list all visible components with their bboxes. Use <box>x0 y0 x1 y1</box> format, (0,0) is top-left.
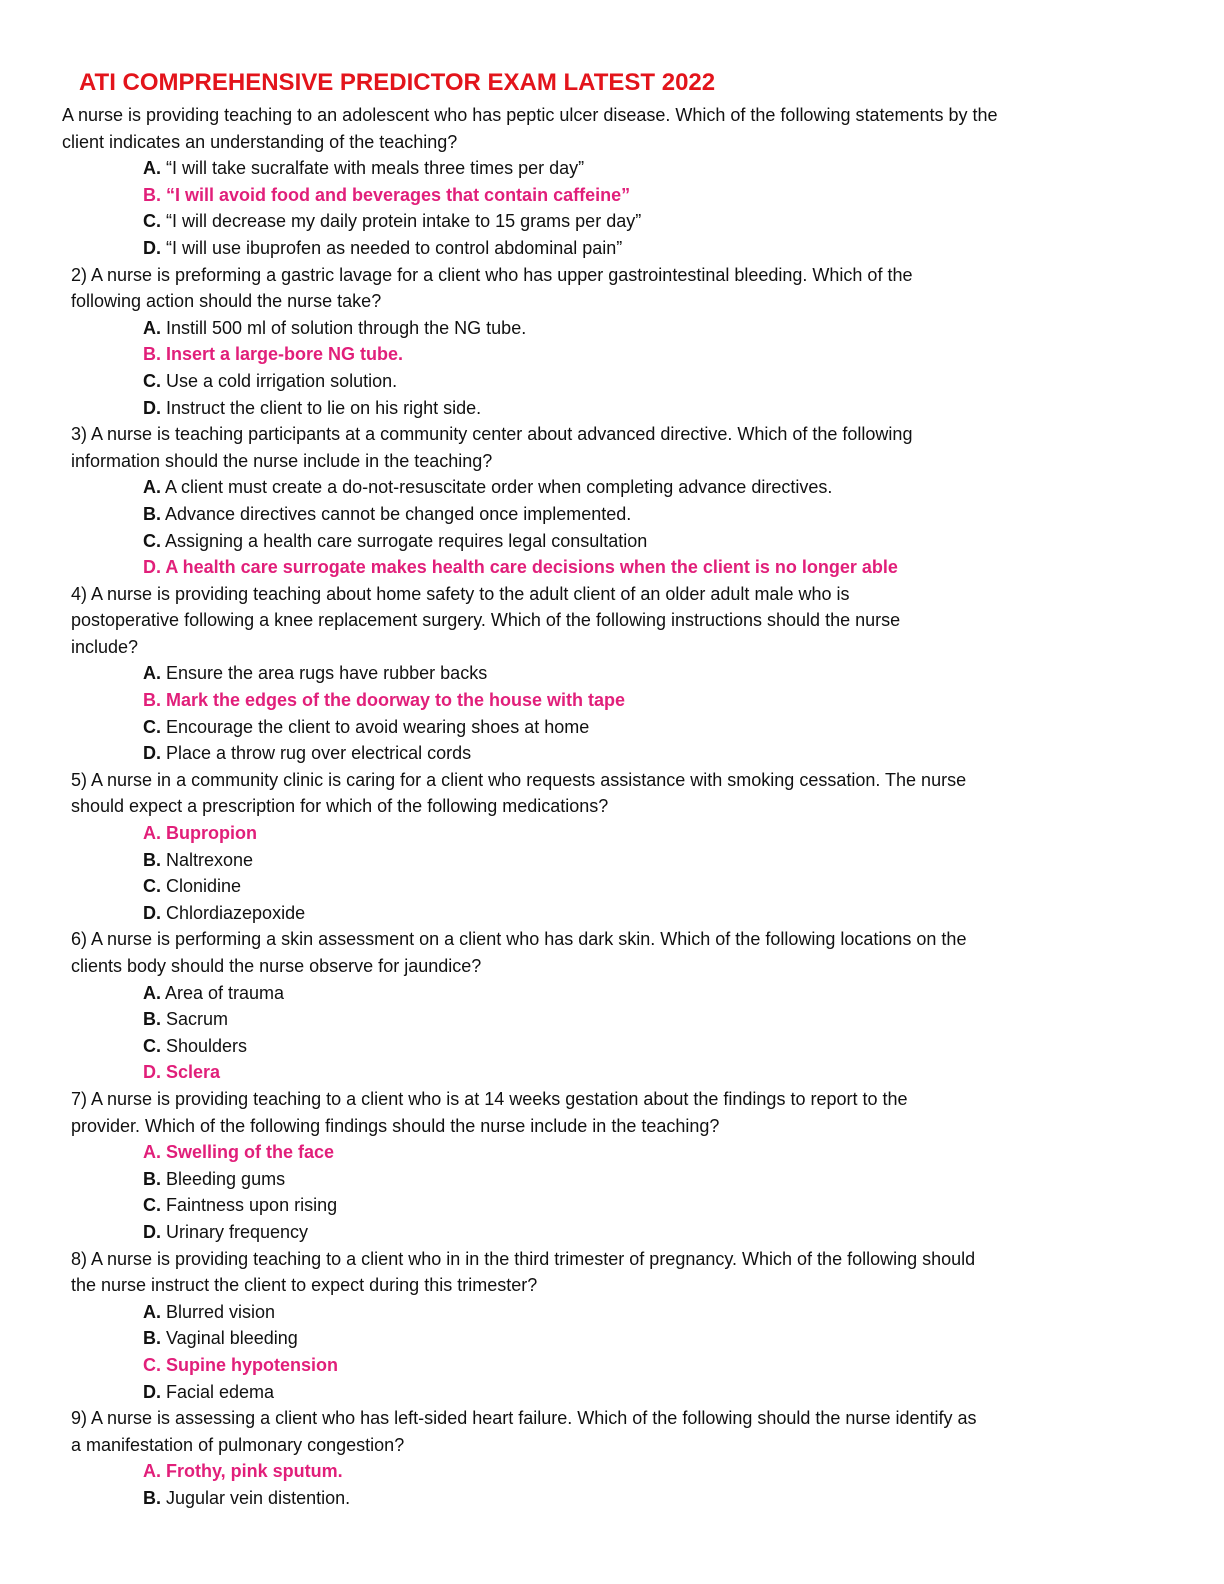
question-stem-line: 2) A nurse is preforming a gastric lavage for a client who has upper gastrointestinal bleeding. Which of the <box>71 264 913 285</box>
question-stem-line: should expect a prescription for which of the following medications? <box>71 796 609 817</box>
question-block <box>62 1246 1162 1406</box>
answer-option-correct <box>62 341 1162 368</box>
option-letter: C. <box>143 530 161 551</box>
question-block <box>62 102 1162 262</box>
answer-option <box>62 1219 1162 1246</box>
answer-option <box>62 980 1162 1007</box>
document-title: ATI COMPREHENSIVE PREDICTOR EXAM LATEST 2022 <box>79 69 716 96</box>
option-text: Frothy, pink sputum. <box>161 1461 343 1482</box>
option-letter: C. <box>143 1195 161 1216</box>
answer-option <box>62 847 1162 874</box>
option-text: Insert a large-bore NG tube. <box>161 344 404 365</box>
option-text: Area of trauma <box>161 982 285 1003</box>
answer-option <box>62 714 1162 741</box>
answer-option-correct <box>62 687 1162 714</box>
option-letter: D. <box>143 1221 161 1242</box>
option-letter: B. <box>143 849 161 870</box>
option-letter: A. <box>143 1461 161 1482</box>
option-text: Place a throw rug over electrical cords <box>161 743 472 764</box>
question-list <box>62 102 1162 1511</box>
answer-option <box>62 900 1162 927</box>
question-stem-line: 7) A nurse is providing teaching to a client who is at 14 weeks gestation about the findings to report to the <box>71 1088 908 1109</box>
answer-option <box>62 1166 1162 1193</box>
option-letter: B. <box>143 344 161 365</box>
option-letter: B. <box>143 503 161 524</box>
question-block <box>62 767 1162 927</box>
option-text: Jugular vein distention. <box>161 1487 351 1508</box>
answer-option <box>62 740 1162 767</box>
option-letter: D. <box>143 1381 161 1402</box>
option-letter: C. <box>143 1035 161 1056</box>
answer-option-correct <box>62 554 1162 581</box>
option-text: Bleeding gums <box>161 1168 286 1189</box>
answer-option-correct <box>62 820 1162 847</box>
option-letter: B. <box>143 1487 161 1508</box>
option-letter: A. <box>143 317 161 338</box>
question-stem-line: clients body should the nurse observe for jaundice? <box>71 956 482 976</box>
question-stem-line: following action should the nurse take? <box>71 291 382 312</box>
option-text: A client must create a do-not-resuscitate order when completing advance directives. <box>161 477 833 498</box>
option-letter: D. <box>143 557 161 578</box>
option-text: Urinary frequency <box>161 1221 309 1242</box>
option-text: Shoulders <box>161 1035 248 1056</box>
option-text: Instill 500 ml of solution through the NG tube. <box>161 317 527 338</box>
option-letter: B. <box>143 1328 161 1349</box>
option-text: Vaginal bleeding <box>161 1328 298 1349</box>
answer-option <box>62 1379 1162 1406</box>
option-text: Use a cold irrigation solution. <box>161 370 398 391</box>
option-text: Instruct the client to lie on his right side. <box>161 397 482 418</box>
question-stem-line: 9) A nurse is assessing a client who has left-sided heart failure. Which of the following should the nurse identify as <box>71 1408 977 1429</box>
answer-option <box>62 208 1162 235</box>
question-stem-line: postoperative following a knee replacement surgery. Which of the following instructions should the nurse <box>71 610 901 631</box>
answer-option-correct <box>62 1458 1162 1485</box>
question-stem-line: 4) A nurse is providing teaching about home safety to the adult client of an older adult male who is <box>71 583 850 604</box>
question-stem-line: 8) A nurse is providing teaching to a client who in in the third trimester of pregnancy. Which of the following should <box>71 1248 976 1269</box>
answer-option <box>62 1299 1162 1326</box>
answer-option <box>62 660 1162 687</box>
question-block <box>62 926 1162 1086</box>
answer-option <box>62 315 1162 342</box>
answer-option-correct <box>62 1059 1162 1086</box>
option-letter: B. <box>143 690 161 711</box>
question-stem-line: include? <box>71 636 139 657</box>
option-letter: B. <box>143 184 161 205</box>
option-letter: B. <box>143 1168 161 1189</box>
option-letter: A. <box>143 823 161 844</box>
question-stem-line: client indicates an understanding of the teaching? <box>62 131 458 152</box>
question-stem-line: the nurse instruct the client to expect during this trimester? <box>71 1275 538 1296</box>
option-text: Supine hypotension <box>161 1354 339 1375</box>
option-text: Encourage the client to avoid wearing shoes at home <box>161 716 590 737</box>
option-text: A health care surrogate makes health care decisions when the client is no longer able <box>161 557 898 578</box>
option-text: Sacrum <box>161 1009 229 1030</box>
option-letter: C. <box>143 1354 161 1375</box>
option-letter: C. <box>143 876 161 897</box>
option-letter: A. <box>143 477 161 498</box>
option-text: Bupropion <box>161 823 257 844</box>
answer-option <box>62 368 1162 395</box>
option-text: “I will use ibuprofen as needed to control abdominal pain” <box>161 237 623 258</box>
question-block <box>62 581 1162 767</box>
option-text: Faintness upon rising <box>161 1195 338 1216</box>
option-text: Clonidine <box>161 876 242 897</box>
option-text: “I will avoid food and beverages that contain caffeine” <box>161 184 631 205</box>
option-letter: A. <box>143 982 161 1003</box>
question-stem-line: information should the nurse include in the teaching? <box>71 450 493 471</box>
answer-option <box>62 474 1162 501</box>
option-text: Naltrexone <box>161 849 254 870</box>
option-letter: C. <box>143 716 161 737</box>
option-letter: B. <box>143 1009 161 1030</box>
question-stem-line: a manifestation of pulmonary congestion? <box>71 1434 405 1455</box>
option-text: Blurred vision <box>161 1301 276 1322</box>
option-letter: D. <box>143 902 161 923</box>
answer-option <box>62 1033 1162 1060</box>
answer-option <box>62 1485 1162 1512</box>
option-letter: D. <box>143 1062 161 1083</box>
question-block <box>62 262 1162 422</box>
option-text: Facial edema <box>161 1381 275 1402</box>
question-stem-line: 6) A nurse is performing a skin assessment on a client who has dark skin. Which of the following locations on the <box>71 929 967 950</box>
answer-option <box>62 1325 1162 1352</box>
answer-option <box>62 501 1162 528</box>
answer-option-correct <box>62 1139 1162 1166</box>
option-letter: A. <box>143 663 161 684</box>
option-letter: D. <box>143 397 161 418</box>
question-stem-line: 5) A nurse in a community clinic is caring for a client who requests assistance with smoking cessation. The nurse <box>71 769 967 790</box>
option-letter: D. <box>143 237 161 258</box>
option-text: “I will take sucralfate with meals three times per day” <box>161 158 585 179</box>
option-letter: C. <box>143 211 161 232</box>
option-text: “I will decrease my daily protein intake to 15 grams per day” <box>161 211 642 232</box>
answer-option-correct <box>62 1352 1162 1379</box>
question-stem-line: provider. Which of the following findings should the nurse include in the teaching? <box>71 1115 720 1136</box>
option-letter: A. <box>143 1301 161 1322</box>
question-block <box>62 1405 1162 1511</box>
option-text: Assigning a health care surrogate requires legal consultation <box>161 530 648 551</box>
question-stem-line: 3) A nurse is teaching participants at a community center about advanced directive. Which of the following <box>71 424 913 445</box>
option-text: Sclera <box>161 1062 221 1083</box>
answer-option <box>62 528 1162 555</box>
option-text: Ensure the area rugs have rubber backs <box>161 663 488 684</box>
question-block <box>62 1086 1162 1246</box>
answer-option <box>62 1192 1162 1219</box>
answer-option-correct <box>62 182 1162 209</box>
answer-option <box>62 235 1162 262</box>
question-block <box>62 421 1162 581</box>
answer-option <box>62 155 1162 182</box>
option-text: Advance directives cannot be changed once implemented. <box>161 503 632 524</box>
option-text: Mark the edges of the doorway to the house with tape <box>161 690 626 711</box>
answer-option <box>62 873 1162 900</box>
question-stem-line: A nurse is providing teaching to an adolescent who has peptic ulcer disease. Which of the following statements by the <box>62 105 998 125</box>
option-letter: D. <box>143 743 161 764</box>
option-text: Swelling of the face <box>161 1142 335 1163</box>
option-text: Chlordiazepoxide <box>161 902 306 923</box>
answer-option <box>62 1006 1162 1033</box>
option-letter: A. <box>143 1142 161 1163</box>
answer-option <box>62 395 1162 422</box>
option-letter: A. <box>143 158 161 179</box>
option-letter: C. <box>143 370 161 391</box>
